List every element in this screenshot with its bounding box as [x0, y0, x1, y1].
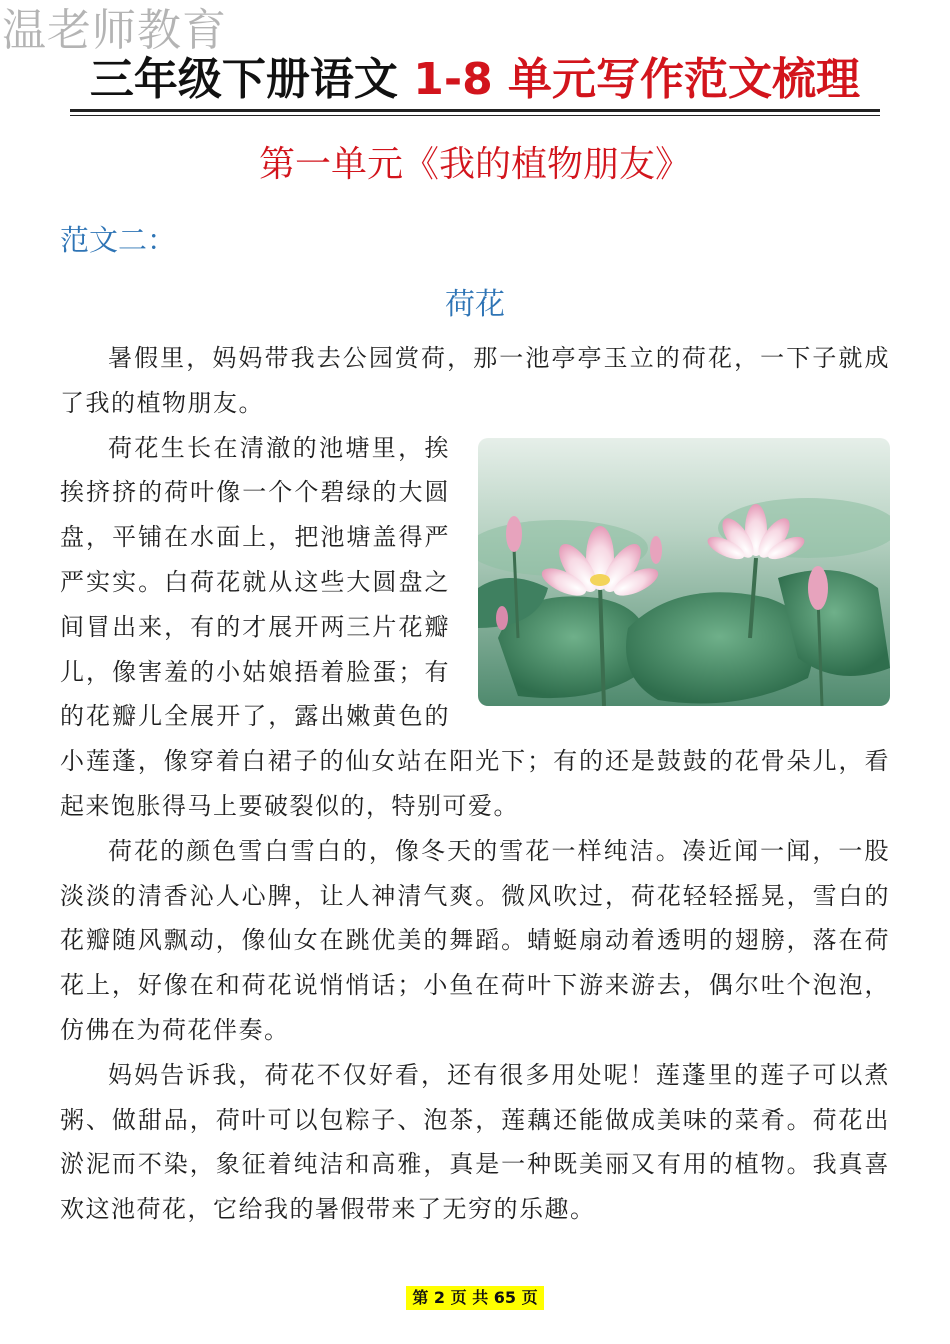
page-footer: [0, 1286, 950, 1310]
document-title: [70, 52, 880, 108]
essay-body: [60, 336, 890, 1232]
document-title-subject: 1-8 单元写作范文梳理: [413, 54, 861, 105]
essay-paragraph-4: 妈妈告诉我，荷花不仅好看，还有很多用处呢！莲蓬里的莲子可以煮粥、做甜品，荷叶可以包粽子、泡茶，莲藕还能做成美味的菜肴。荷花出淤泥而不染，象征着纯洁和高雅，真是一种既美丽又有用的植物。我真喜欢这池荷花，它给我的暑假带来了无穷的乐趣。: [60, 1060, 890, 1224]
essay-paragraph-1: 暑假里，妈妈带我去公园赏荷，那一池亭亭玉立的荷花，一下子就成了我的植物朋友。: [60, 344, 890, 417]
title-underline-thin: [70, 115, 880, 116]
essay-title: 荷花: [445, 287, 505, 322]
essay-paragraph-3: 荷花的颜色雪白雪白的，像冬天的雪花一样纯洁。凑近闻一闻，一股淡淡的清香沁人心脾，让人神清气爽。微风吹过，荷花轻轻摇晃，雪白的花瓣随风飘动，像仙女在跳优美的舞蹈。蜻蜓扇动着透明的翅膀，落在荷花上，好像在和荷花说悄悄话；小鱼在荷叶下游来游去，偶尔吐个泡泡，仿佛在为荷花伴奏。: [60, 836, 890, 1044]
document-title-grade: 三年级下册语文: [89, 54, 414, 105]
watermark: 温老师教育: [2, 5, 227, 56]
essay-paragraph-2: 荷花生长在清澈的池塘里，挨挨挤挤的荷叶像一个个碧绿的大圆盘，平铺在水面上，把池塘盖得严严实实。白荷花就从这些大圆盘之间冒出来，有的才展开两三片花瓣儿，像害羞的小姑娘捂着脸蛋；有的花瓣儿全展开了，露出嫩黄色的小莲蓬，像穿着白裙子的仙女站在阳光下；有的还是鼓鼓的花骨朵儿，看起来饱胀得马上要破裂似的，特别可爱。: [60, 433, 890, 820]
title-underline-thick: [70, 109, 880, 112]
page-number: 第 2 页 共 65 页: [406, 1286, 543, 1310]
lotus-illustration: [478, 438, 890, 706]
sample-label: 范文二：: [60, 223, 177, 257]
unit-title: 第一单元《我的植物朋友》: [258, 144, 691, 185]
lotus-photo: [478, 438, 890, 706]
